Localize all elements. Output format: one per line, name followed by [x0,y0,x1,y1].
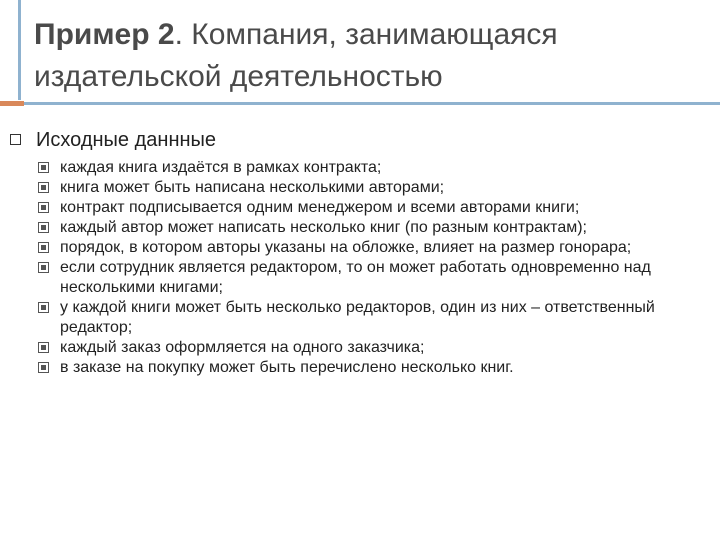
filled-square-bullet-icon [38,302,49,313]
title-divider-accent [0,101,24,106]
sub-bullet-item [38,158,690,178]
sub-bullet-text: в заказе на покупку может быть перечислено несколько книг. [60,359,514,376]
bullet-heading-text: Исходные даннные [36,129,217,151]
bullet-heading [10,126,710,154]
sub-bullet-text: каждая книга издаётся в рамках контракта; [60,159,382,176]
slide-title-rest: . Компания, занимающаяся издательской деятельностью [34,18,558,93]
sub-bullet-item [38,178,690,198]
sub-bullet-item [38,358,690,378]
title-vertical-rule [18,0,21,100]
sub-bullet-text: порядок, в котором авторы указаны на обложке, влияет на размер гонорара; [60,239,632,256]
sub-bullet-text: каждый автор может написать несколько книг (по разным контрактам); [60,219,587,236]
title-divider [0,102,720,105]
sub-bullet-text: каждый заказ оформляется на одного заказчика; [60,339,425,356]
filled-square-bullet-icon [38,202,49,213]
sub-bullet-item [38,238,690,258]
sub-bullet-item [38,218,690,238]
slide-title [34,14,694,98]
sub-bullet-item [38,258,690,298]
square-bullet-icon [10,134,21,145]
filled-square-bullet-icon [38,182,49,193]
sub-bullet-item [38,338,690,358]
sub-bullet-list [10,158,710,378]
slide-title-bold: Пример 2 [34,18,175,51]
filled-square-bullet-icon [38,222,49,233]
slide-body [10,126,710,378]
sub-bullet-item [38,298,690,338]
filled-square-bullet-icon [38,162,49,173]
sub-bullet-text: если сотрудник является редактором, то он может работать одновременно над несколькими книгами; [60,259,651,296]
filled-square-bullet-icon [38,262,49,273]
sub-bullet-item [38,198,690,218]
sub-bullet-text: книга может быть написана несколькими авторами; [60,179,445,196]
sub-bullet-text: у каждой книги может быть несколько редакторов, один из них – ответственный редактор; [60,299,655,336]
filled-square-bullet-icon [38,242,49,253]
sub-bullet-text: контракт подписывается одним менеджером и всеми авторами книги; [60,199,580,216]
filled-square-bullet-icon [38,342,49,353]
filled-square-bullet-icon [38,362,49,373]
